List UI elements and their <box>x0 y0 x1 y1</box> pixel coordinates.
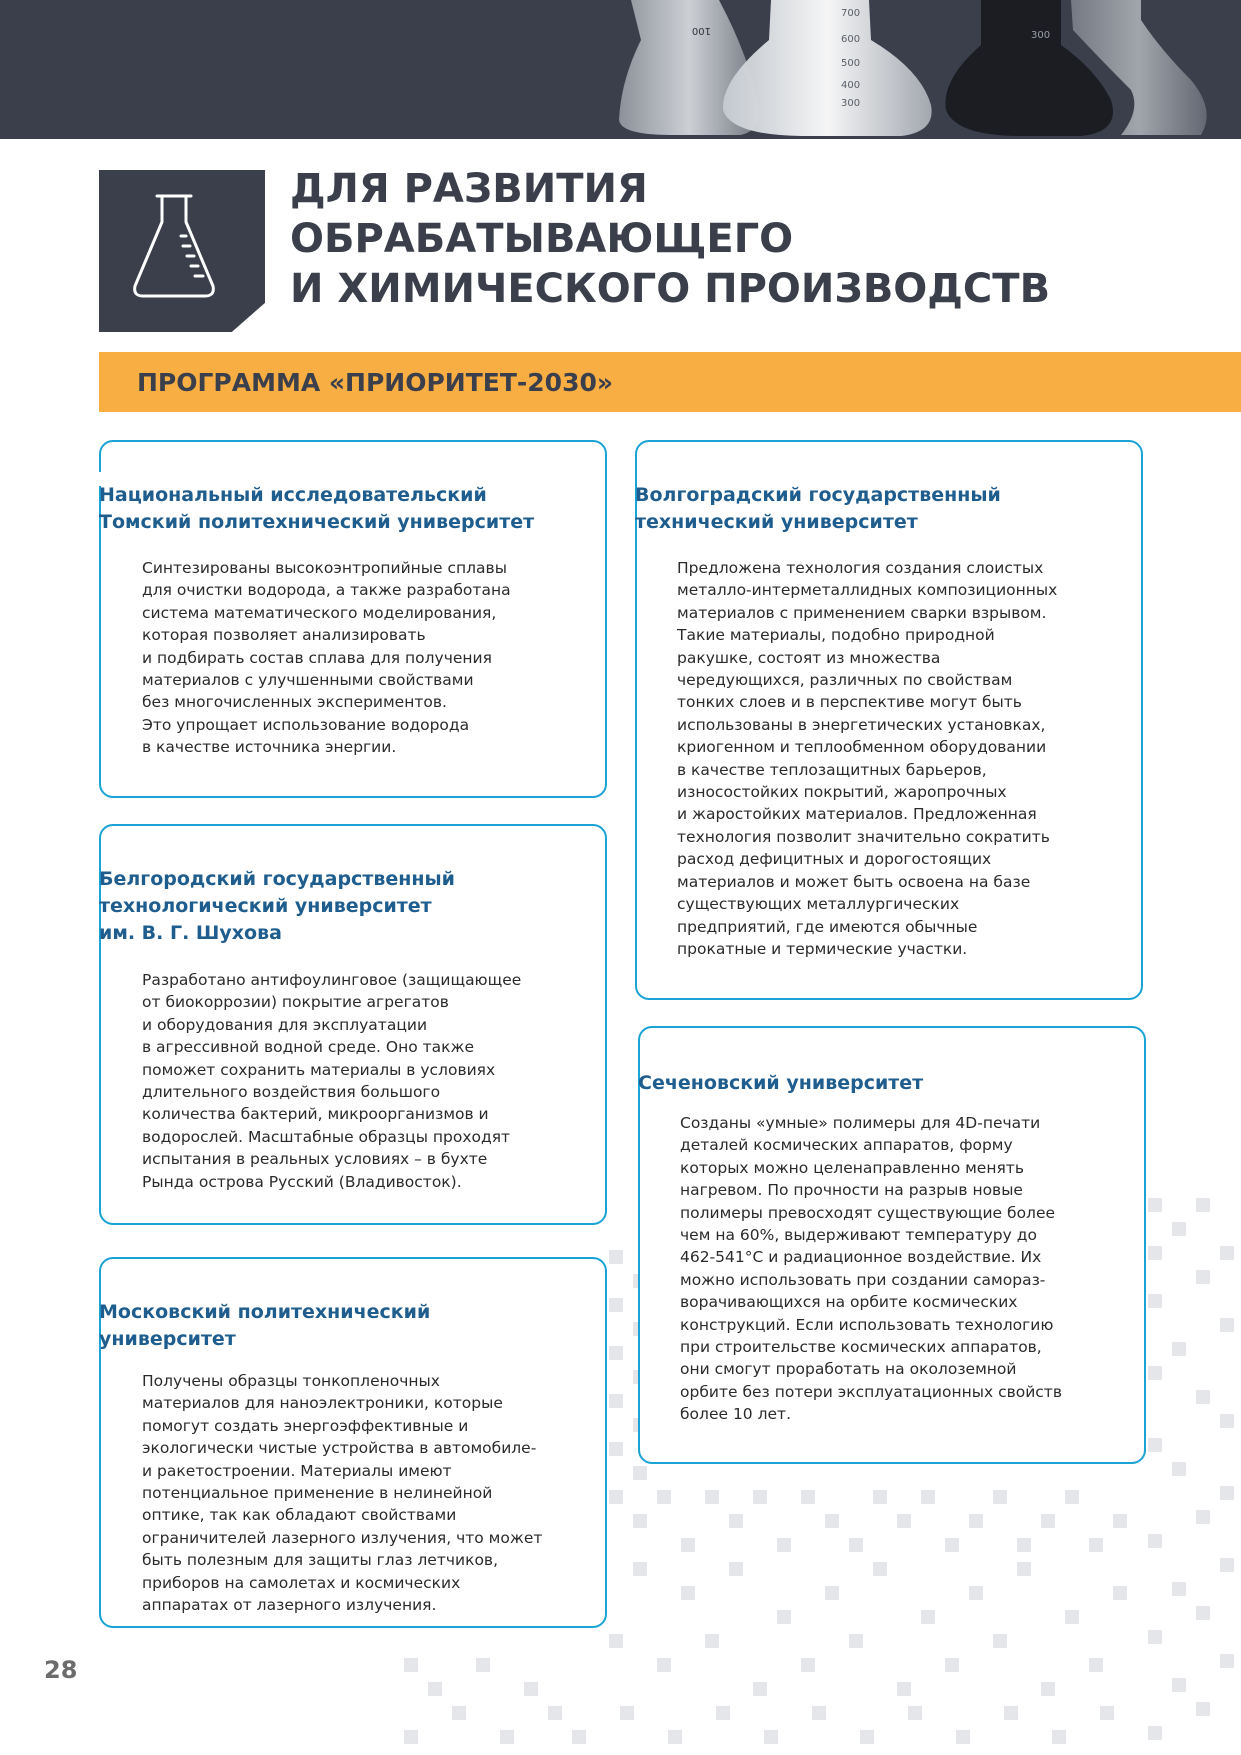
card-body-line: предприятий, где имеются обычные <box>677 917 978 936</box>
card-body-line: чем на 60%, выдерживают температуру до <box>680 1226 1037 1245</box>
scale-label: 400 <box>841 80 861 91</box>
card-body-line: водорослей. Масштабные образцы проходят <box>142 1127 511 1146</box>
card-body-line: которая позволяет анализировать <box>142 626 426 645</box>
card-body-line: можно использовать при создании самораз- <box>680 1270 1046 1289</box>
scale-label: 500 <box>841 58 861 69</box>
card-body-line: Это упрощает использование водорода <box>142 715 470 734</box>
card-volgograd <box>635 440 1143 1000</box>
card-body-line: орбите без потери эксплуатационных свойств <box>680 1382 1062 1401</box>
card-sechenov <box>638 1026 1146 1464</box>
card-body-line: в качестве теплозащитных барьеров, <box>677 760 987 779</box>
card-body-line: от биокоррозии) покрытие агрегатов <box>142 993 449 1012</box>
card-body-line: материалов для наноэлектроники, которые <box>142 1394 503 1413</box>
title-line: И ХИМИЧЕСКОГО ПРОИЗВОДСТВ <box>290 266 1051 312</box>
card-body-line: технология позволит значительно сократить <box>677 827 1050 846</box>
card-body-line: ограничителей лазерного излучения, что может <box>142 1528 543 1547</box>
card-title-line: университет <box>99 1328 236 1350</box>
card-title-line: Томский политехнический университет <box>99 511 535 533</box>
card-body-line: аппаратах от лазерного излучения. <box>142 1596 437 1615</box>
card-body-line: Созданы «умные» полимеры для 4D-печати <box>680 1114 1041 1132</box>
card-body-line: Рында острова Русский (Владивосток). <box>142 1172 462 1191</box>
card-body-line: износостойких покрытий, жаропрочных <box>677 783 1007 802</box>
card-body-line: и подбирать состав сплава для получения <box>142 648 492 667</box>
card-body <box>677 557 1057 960</box>
card-body-line: Разработано антифоулинговое (защищающее <box>142 971 522 989</box>
card-body-line: в агрессивной водной среде. Оно также <box>142 1038 475 1057</box>
card-title-line: им. В. Г. Шухова <box>99 922 282 944</box>
card-body-line: 462-541°С и радиационное воздействие. Их <box>680 1248 1042 1267</box>
card-body-line: ракушке, состоят из множества <box>677 648 941 667</box>
card-title-line: Сеченовский университет <box>638 1072 924 1094</box>
card-body-line: чередующихся, различных по свойствам <box>677 671 1013 690</box>
card-body-line: длительного воздействия большого <box>142 1083 441 1102</box>
card-title-line: технологический университет <box>99 895 432 917</box>
card-body-line: и оборудования для эксплуатации <box>142 1015 428 1034</box>
title-line: ДЛЯ РАЗВИТИЯ <box>290 166 648 212</box>
card-body-line: материалов и может быть освоена на базе <box>677 872 1031 891</box>
card-body-line: и ракетостроении. Материалы имеют <box>142 1461 452 1480</box>
card-body <box>680 1112 1062 1426</box>
card-title-line: Волгоградский государственный <box>635 484 1001 506</box>
card-body-line: нагревом. По прочности на разрыв новые <box>680 1181 1023 1200</box>
scale-label: 300 <box>841 98 861 109</box>
card-title <box>635 482 1155 536</box>
card-title-line: технический университет <box>635 511 918 533</box>
card-moscow-polytech <box>99 1257 607 1628</box>
card-body-line: ворачивающихся на орбите космических <box>680 1293 1018 1312</box>
scale-label: 300 <box>1031 30 1051 41</box>
card-body-line: Получены образцы тонкопленочных <box>142 1372 440 1390</box>
card-title <box>99 866 619 947</box>
card-body-line: они смогут проработать на околоземной <box>680 1360 1017 1379</box>
card-body-line: для очистки водорода, а также разработана <box>142 581 511 600</box>
card-body-line: тонких слоев и в перспективе могут быть <box>677 693 1022 712</box>
card-body-line: материалов с применением сварки взрывом. <box>677 603 1047 622</box>
card-body-line: Такие материалы, подобно природной <box>677 626 995 645</box>
card-body <box>142 1370 542 1616</box>
card-body-line: полимеры превосходят существующие более <box>680 1203 1056 1222</box>
card-body-line: без многочисленных экспериментов. <box>142 693 447 712</box>
title-line: ОБРАБАТЫВАЮЩЕГО <box>290 216 794 262</box>
card-body-line: Синтезированы высокоэнтропийные сплавы <box>142 559 507 577</box>
card-body-line: количества бактерий, микроорганизмов и <box>142 1105 489 1124</box>
card-body-line: быть полезным для защиты глаз летчиков, <box>142 1551 498 1570</box>
card-body-line: конструкций. Если использовать технологию <box>680 1315 1054 1334</box>
card-body-line: при строительстве космических аппаратов, <box>680 1338 1042 1357</box>
card-body-line: которых можно целенаправленно менять <box>680 1158 1024 1177</box>
card-title <box>99 482 619 536</box>
card-body-line: помогут создать энергоэффективные и <box>142 1416 469 1435</box>
card-body-line: существующих металлургических <box>677 895 960 914</box>
card-body-line: расход дефицитных и дорогостоящих <box>677 850 992 869</box>
card-body-line: оптике, так как обладают свойствами <box>142 1506 457 1525</box>
card-title <box>638 1070 1158 1097</box>
card-title <box>99 1299 619 1353</box>
card-body-line: прокатные и термические участки. <box>677 939 968 958</box>
card-body-line: система математического моделирования, <box>142 603 497 622</box>
program-label: ПРОГРАММА «ПРИОРИТЕТ-2030» <box>137 368 614 397</box>
card-body-line: более 10 лет. <box>680 1405 791 1424</box>
card-body-line: криогенном и теплообменном оборудовании <box>677 738 1047 757</box>
flask-label: 100 <box>691 25 711 36</box>
card-body-line: потенциальное применение в нелинейной <box>142 1484 493 1503</box>
card-body-line: использованы в энергетических установках, <box>677 715 1046 734</box>
card-body-line: и жаростойких материалов. Предложенная <box>677 805 1037 824</box>
page-number: 28 <box>44 1656 78 1684</box>
card-title-line: Белгородский государственный <box>99 868 455 890</box>
card-body-line: материалов с улучшенными свойствами <box>142 671 474 690</box>
card-body-line: Предложена технология создания слоистых <box>677 559 1044 577</box>
card-body-line: деталей космических аппаратов, форму <box>680 1136 1013 1155</box>
card-body-line: поможет сохранить материалы в условиях <box>142 1060 496 1079</box>
card-body-line: экологически чистые устройства в автомобиле- <box>142 1439 537 1458</box>
card-tomsk <box>99 440 607 798</box>
card-body-line: в качестве источника энергии. <box>142 738 397 757</box>
card-body-line: металло-интерметаллидных композиционных <box>677 581 1058 600</box>
card-title-line: Национальный исследовательский <box>99 484 487 506</box>
card-body-line: испытания в реальных условиях – в бухте <box>142 1150 488 1169</box>
card-body <box>142 557 511 759</box>
card-belgorod <box>99 824 607 1225</box>
card-body <box>142 969 521 1193</box>
card-title-line: Московский политехнический <box>99 1301 431 1323</box>
scale-label: 700 <box>841 8 861 19</box>
scale-label: 600 <box>841 34 861 45</box>
card-body-line: приборов на самолетах и космических <box>142 1573 461 1592</box>
